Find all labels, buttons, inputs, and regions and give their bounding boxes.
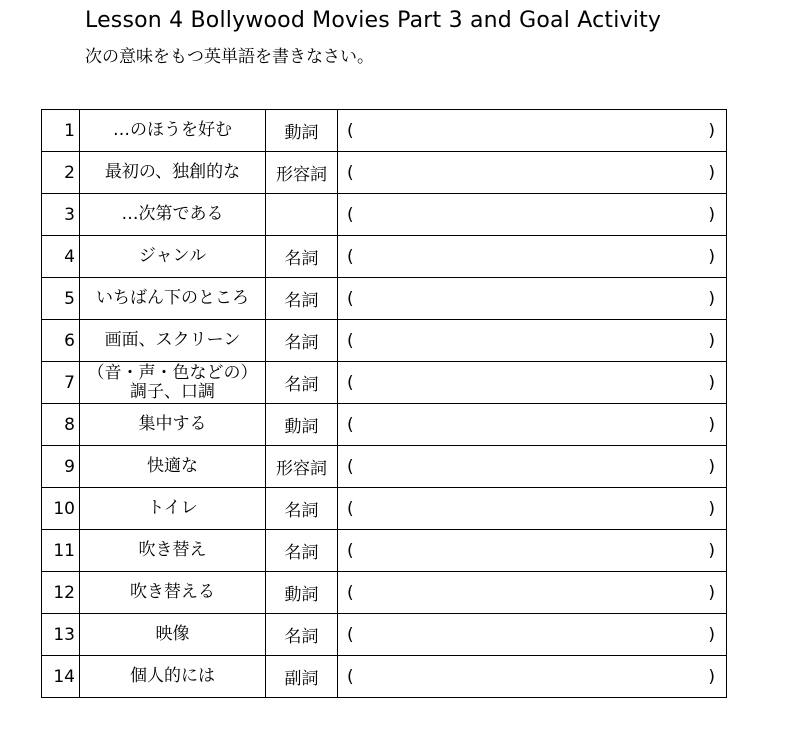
vocabulary-table xyxy=(41,109,727,698)
row-number: 3 xyxy=(42,194,80,236)
japanese-meaning: トイレ xyxy=(80,488,266,530)
part-of-speech: 動詞 xyxy=(266,404,338,446)
table-row xyxy=(42,572,727,614)
close-paren: ) xyxy=(708,246,715,267)
instruction-text: 次の意味をもつ英単語を書きなさい。 xyxy=(85,47,374,67)
open-paren: ( xyxy=(347,498,354,519)
answer-blank[interactable] xyxy=(338,320,727,362)
answer-blank[interactable] xyxy=(338,614,727,656)
open-paren: ( xyxy=(347,582,354,603)
open-paren: ( xyxy=(347,456,354,477)
table-row xyxy=(42,446,727,488)
page-title: Lesson 4 Bollywood Movies Part 3 and Goal Activity xyxy=(85,8,662,33)
answer-blank[interactable] xyxy=(338,530,727,572)
row-number: 7 xyxy=(42,362,80,404)
row-number: 1 xyxy=(42,110,80,152)
close-paren: ) xyxy=(708,204,715,225)
answer-blank[interactable] xyxy=(338,152,727,194)
close-paren: ) xyxy=(708,120,715,141)
japanese-meaning: 快適な xyxy=(80,446,266,488)
open-paren: ( xyxy=(347,372,354,393)
table-row xyxy=(42,278,727,320)
table-row xyxy=(42,152,727,194)
japanese-meaning: …のほうを好む xyxy=(80,110,266,152)
close-paren: ) xyxy=(708,372,715,393)
answer-blank[interactable] xyxy=(338,194,727,236)
close-paren: ) xyxy=(708,498,715,519)
japanese-meaning: …次第である xyxy=(80,194,266,236)
row-number: 4 xyxy=(42,236,80,278)
row-number: 8 xyxy=(42,404,80,446)
answer-blank[interactable] xyxy=(338,110,727,152)
japanese-meaning: 吹き替え xyxy=(80,530,266,572)
japanese-meaning: いちばん下のところ xyxy=(80,278,266,320)
row-number: 5 xyxy=(42,278,80,320)
close-paren: ) xyxy=(708,582,715,603)
answer-blank[interactable] xyxy=(338,362,727,404)
table-row xyxy=(42,530,727,572)
japanese-meaning: 画面、スクリーン xyxy=(80,320,266,362)
close-paren: ) xyxy=(708,540,715,561)
table-row xyxy=(42,110,727,152)
table-row xyxy=(42,362,727,404)
close-paren: ) xyxy=(708,162,715,183)
part-of-speech: 名詞 xyxy=(266,278,338,320)
open-paren: ( xyxy=(347,330,354,351)
close-paren: ) xyxy=(708,624,715,645)
part-of-speech: 形容詞 xyxy=(266,152,338,194)
table-row xyxy=(42,488,727,530)
row-number: 9 xyxy=(42,446,80,488)
open-paren: ( xyxy=(347,624,354,645)
answer-blank[interactable] xyxy=(338,236,727,278)
part-of-speech: 名詞 xyxy=(266,488,338,530)
answer-blank[interactable] xyxy=(338,656,727,698)
open-paren: ( xyxy=(347,288,354,309)
close-paren: ) xyxy=(708,456,715,477)
answer-blank[interactable] xyxy=(338,572,727,614)
japanese-meaning: 個人的には xyxy=(80,656,266,698)
open-paren: ( xyxy=(347,666,354,687)
row-number: 13 xyxy=(42,614,80,656)
answer-blank[interactable] xyxy=(338,278,727,320)
row-number: 2 xyxy=(42,152,80,194)
open-paren: ( xyxy=(347,162,354,183)
part-of-speech: 名詞 xyxy=(266,236,338,278)
answer-blank[interactable] xyxy=(338,446,727,488)
row-number: 6 xyxy=(42,320,80,362)
table-row xyxy=(42,194,727,236)
japanese-meaning: 最初の、独創的な xyxy=(80,152,266,194)
table-row xyxy=(42,404,727,446)
table-row xyxy=(42,236,727,278)
close-paren: ) xyxy=(708,288,715,309)
open-paren: ( xyxy=(347,414,354,435)
answer-blank[interactable] xyxy=(338,488,727,530)
part-of-speech: 名詞 xyxy=(266,614,338,656)
open-paren: ( xyxy=(347,204,354,225)
part-of-speech: 名詞 xyxy=(266,320,338,362)
part-of-speech: 名詞 xyxy=(266,362,338,404)
close-paren: ) xyxy=(708,330,715,351)
japanese-meaning: 吹き替える xyxy=(80,572,266,614)
japanese-meaning: 集中する xyxy=(80,404,266,446)
part-of-speech xyxy=(266,194,338,236)
open-paren: ( xyxy=(347,540,354,561)
table-row xyxy=(42,614,727,656)
row-number: 10 xyxy=(42,488,80,530)
part-of-speech: 動詞 xyxy=(266,572,338,614)
japanese-meaning: ジャンル xyxy=(80,236,266,278)
part-of-speech: 名詞 xyxy=(266,530,338,572)
table-row xyxy=(42,320,727,362)
japanese-meaning: （音・声・色などの）調子、口調 xyxy=(80,362,266,404)
close-paren: ) xyxy=(708,414,715,435)
row-number: 12 xyxy=(42,572,80,614)
answer-blank[interactable] xyxy=(338,404,727,446)
table-row xyxy=(42,656,727,698)
open-paren: ( xyxy=(347,246,354,267)
japanese-meaning: 映像 xyxy=(80,614,266,656)
row-number: 14 xyxy=(42,656,80,698)
part-of-speech: 形容詞 xyxy=(266,446,338,488)
part-of-speech: 副詞 xyxy=(266,656,338,698)
close-paren: ) xyxy=(708,666,715,687)
open-paren: ( xyxy=(347,120,354,141)
part-of-speech: 動詞 xyxy=(266,110,338,152)
row-number: 11 xyxy=(42,530,80,572)
